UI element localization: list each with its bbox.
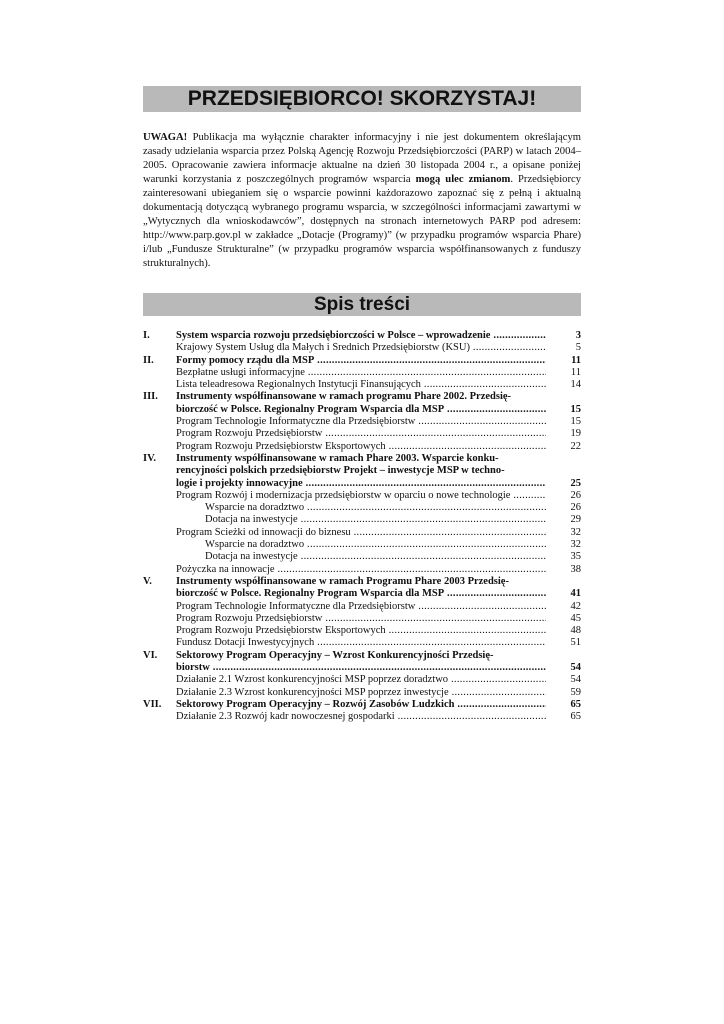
toc-row bbox=[143, 404, 581, 416]
toc-page-number: 14 bbox=[570, 379, 581, 391]
toc-entry-title: Krajowy System Usług dla Małych i Średnich Przedsiębiorstw (KSU) ..... bbox=[176, 342, 546, 354]
toc-page-number: 42 bbox=[570, 600, 581, 612]
toc-entry-title: Program Rozwoju Przedsiębiorstw Eksportowych ..... bbox=[176, 441, 546, 453]
toc-page-number: 25 bbox=[570, 477, 581, 489]
toc-entry-title: Program Rozwoju Przedsiębiorstw ..... bbox=[176, 613, 546, 625]
toc-row bbox=[143, 416, 581, 428]
toc-entry-title: Formy pomocy rządu dla MSP ..... bbox=[176, 355, 546, 367]
toc-page-number: 65 bbox=[570, 711, 581, 723]
toc-row bbox=[143, 355, 581, 367]
toc-row bbox=[143, 662, 581, 674]
toc-entry-title: Program Technologie Informatyczne dla Przedsiębiorstw ..... bbox=[176, 601, 546, 613]
toc-entry-title: Dotacja na inwestycje ..... bbox=[205, 514, 546, 526]
toc-entry-title: Program Rozwój i modernizacja przedsiębiorstw w oparciu o nowe technologie ..... bbox=[176, 490, 546, 502]
toc-row bbox=[143, 625, 581, 637]
toc-row bbox=[143, 711, 581, 723]
toc-page-number: 19 bbox=[570, 428, 581, 440]
toc-row bbox=[143, 687, 581, 699]
toc-row bbox=[143, 379, 581, 391]
toc-row bbox=[143, 551, 581, 563]
toc-entry-title: biorczość w Polsce. Regionalny Program Wsparcia dla MSP ..... bbox=[176, 588, 546, 600]
toc-entry-title: Sektorowy Program Operacyjny – Rozwój Zasobów Ludzkich ..... bbox=[176, 699, 546, 711]
toc-row bbox=[143, 564, 581, 576]
toc-row bbox=[143, 478, 581, 490]
toc-page-number: 35 bbox=[570, 551, 581, 563]
toc-chapter-number: VII. bbox=[143, 698, 162, 710]
toc-page-number: 26 bbox=[570, 489, 581, 501]
toc-row bbox=[143, 428, 581, 440]
toc-page-number: 11 bbox=[570, 366, 581, 378]
intro-emphasis: mogą ulec zmianom bbox=[415, 174, 511, 185]
toc-row bbox=[143, 465, 581, 477]
toc-page-number: 51 bbox=[570, 637, 581, 649]
toc-list bbox=[143, 330, 581, 724]
toc-entry-title: biorczość w Polsce. Regionalny Program Wsparcia dla MSP ..... bbox=[176, 404, 546, 416]
toc-entry-title: Instrumenty współfinansowane w ramach Programu Phare 2003 Przedsię- bbox=[176, 575, 509, 587]
toc-row bbox=[143, 502, 581, 514]
toc-entry-title: Fundusz Dotacji Inwestycyjnych ..... bbox=[176, 637, 546, 649]
toc-row bbox=[143, 539, 581, 551]
toc-row bbox=[143, 650, 581, 662]
toc-entry-title: Program Rozwoju Przedsiębiorstw Eksportowych ..... bbox=[176, 625, 546, 637]
toc-entry-title: Sektorowy Program Operacyjny – Wzrost Konkurencyjności Przedsię- bbox=[176, 649, 494, 661]
toc-page-number: 15 bbox=[570, 403, 581, 415]
intro-paragraph bbox=[143, 131, 581, 271]
toc-entry-title: Dotacja na inwestycje ..... bbox=[205, 551, 546, 563]
toc-chapter-number: III. bbox=[143, 391, 158, 403]
toc-page-number: 3 bbox=[575, 330, 581, 341]
toc-row bbox=[143, 527, 581, 539]
toc-entry-title: Wsparcie na doradztwo ..... bbox=[205, 539, 546, 551]
toc-entry-title: rencyjności polskich przedsiębiorstw Projekt – inwestycje MSP w techno- bbox=[176, 465, 505, 477]
toc-row bbox=[143, 367, 581, 379]
toc-row bbox=[143, 342, 581, 354]
toc-chapter-number: V. bbox=[143, 575, 152, 587]
toc-row bbox=[143, 674, 581, 686]
toc-row bbox=[143, 330, 581, 342]
toc-entry-title: Działanie 2.1 Wzrost konkurencyjności MSP poprzez doradztwo ..... bbox=[176, 674, 546, 686]
toc-page-number: 45 bbox=[570, 612, 581, 624]
intro-text-2: . Przedsiębiorcy zainteresowani ubieganiem się o wsparcie powinni każdorazowo zapoznać się z pełną i aktualną dokumentacją dotyczącą wybranego programu wsparcia, w szczególności informacjami zawartymi w „Wytycznych dla wnioskodawców”, dostępnych na stronach internetowych PARP pod adresem: http://www.parp.gov.pl w zakładce „Dotacje (Programy)” (w przypadku programów wsparcia Phare) i/lub „Fundusze Strukturalne” (w przypadku programów wsparcia współfinansowanych z funduszy strukturalnych). bbox=[143, 174, 581, 269]
toc-entry-title: Wsparcie na doradztwo ..... bbox=[205, 502, 546, 514]
toc-entry-title: Instrumenty współfinansowane w ramach Phare 2003. Wsparcie konku- bbox=[176, 452, 499, 464]
toc-entry-title: Program Technologie Informatyczne dla Przedsiębiorstw ..... bbox=[176, 416, 546, 428]
toc-page-number: 65 bbox=[570, 698, 581, 710]
toc-page-number: 15 bbox=[570, 416, 581, 428]
toc-row bbox=[143, 514, 581, 526]
toc-chapter-number: VI. bbox=[143, 649, 158, 661]
toc-page-number: 5 bbox=[575, 342, 581, 354]
toc-page-number: 29 bbox=[570, 514, 581, 526]
toc-page-number: 38 bbox=[570, 563, 581, 575]
intro-text-1: Publikacja ma wyłącznie charakter informacyjny i nie jest dokumentem określającym zasady udzielania wsparcia przez Polską Agencję Rozwoju Przedsiębiorczości (PARP) w latach 2004–2005. Opracowanie zawiera informacje aktualne na dzień 30 listopada 2004 r., a opisane poniżej warunki korzystania z poszczególnych programów wsparcia bbox=[143, 132, 581, 185]
toc-page-number: 54 bbox=[570, 674, 581, 686]
toc-entry-title: Bezpłatne usługi informacyjne ..... bbox=[176, 367, 546, 379]
toc-row bbox=[143, 576, 581, 588]
toc-row bbox=[143, 441, 581, 453]
toc-chapter-number: II. bbox=[143, 354, 154, 366]
toc-entry-title: Pożyczka na innowacje ..... bbox=[176, 564, 546, 576]
toc-chapter-number: I. bbox=[143, 330, 150, 341]
toc-entry-title: System wsparcia rozwoju przedsiębiorczości w Polsce – wprowadzenie ..... bbox=[176, 330, 546, 342]
toc-row bbox=[143, 453, 581, 465]
intro-lead: UWAGA! bbox=[143, 132, 188, 143]
toc-row bbox=[143, 637, 581, 649]
toc-page-number: 59 bbox=[570, 686, 581, 698]
toc-row bbox=[143, 490, 581, 502]
toc-entry-title: Program Rozwoju Przedsiębiorstw ..... bbox=[176, 428, 546, 440]
toc-entry-title: Lista teleadresowa Regionalnych Instytucji Finansujących ..... bbox=[176, 379, 546, 391]
toc-row bbox=[143, 601, 581, 613]
toc-title: Spis treści bbox=[143, 293, 581, 316]
toc-entry-title: Program Ścieżki od innowacji do biznesu ..... bbox=[176, 527, 546, 539]
toc-row bbox=[143, 588, 581, 600]
toc-row bbox=[143, 699, 581, 711]
page-title: PRZEDSIĘBIORCO! SKORZYSTAJ! bbox=[143, 86, 581, 112]
toc-page-number: 41 bbox=[570, 588, 581, 600]
toc-page-number: 32 bbox=[570, 539, 581, 551]
toc-entry-title: biorstw ..... bbox=[176, 662, 546, 674]
toc-page-number: 48 bbox=[570, 625, 581, 637]
toc-chapter-number: IV. bbox=[143, 452, 156, 464]
toc-row bbox=[143, 391, 581, 403]
toc-row bbox=[143, 613, 581, 625]
toc-page-number: 22 bbox=[570, 440, 581, 452]
toc-entry-title: Działanie 2.3 Wzrost konkurencyjności MSP poprzez inwestycje ..... bbox=[176, 687, 546, 699]
toc-page-number: 54 bbox=[570, 662, 581, 674]
toc-page-number: 26 bbox=[570, 502, 581, 514]
toc-entry-title: Działanie 2.3 Rozwój kadr nowoczesnej gospodarki ..... bbox=[176, 711, 546, 723]
toc-page-number: 32 bbox=[570, 526, 581, 538]
toc-entry-title: logie i projekty innowacyjne ..... bbox=[176, 478, 546, 490]
toc-page-number: 11 bbox=[571, 354, 581, 366]
toc-entry-title: Instrumenty współfinansowane w ramach programu Phare 2002. Przedsię- bbox=[176, 391, 512, 403]
